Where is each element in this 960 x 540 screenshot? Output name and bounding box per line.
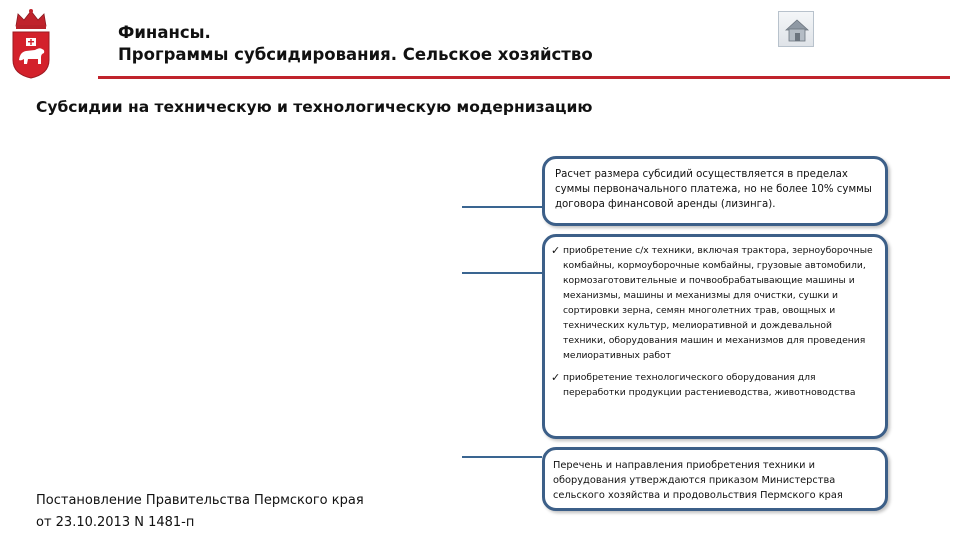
- ministry-list-text: Перечень и направления приобретения техники и оборудования утверждаются приказом Министерства сельского хозяйства и продовольствия Пермского края: [553, 460, 843, 501]
- list-item-text: приобретение технологического оборудования для переработки продукции растениеводства, животноводства: [563, 372, 856, 398]
- perm-krai-coat-of-arms-icon: [8, 8, 54, 80]
- page-title: [118, 22, 593, 66]
- check-icon: ✓: [551, 244, 561, 257]
- resolution-reference: [36, 490, 364, 534]
- list-item: [551, 370, 877, 400]
- ministry-list-box: [542, 447, 888, 511]
- header-divider: [98, 76, 950, 79]
- resolution-line2: от 23.10.2013 N 1481-п: [36, 515, 195, 530]
- list-item: [551, 243, 877, 363]
- resolution-line1: Постановление Правительства Пермского края: [36, 493, 364, 508]
- connector-line: [462, 272, 542, 274]
- page-title-line1: Финансы.: [118, 23, 211, 42]
- list-item-text: приобретение с/х техники, включая трактора, зерноуборочные комбайны, кормоуборочные комбайны, грузовые автомобили, кормозаготовительные и почвообрабатывающие машины и механизмы, машины и механизмы для очистки, сушки и сортировки зерна, семян многолетних трав, овощных и технических культур, мелиоративной и дождевальной техники, оборудования машин и механизмов для проведения мелиоративных работ: [563, 245, 873, 361]
- connector-line: [462, 206, 542, 208]
- calculation-info-box: [542, 156, 888, 226]
- check-icon: ✓: [551, 371, 561, 384]
- home-icon: [784, 18, 810, 42]
- eligible-purchases-box: [542, 234, 888, 439]
- page-title-line2: Программы субсидирования. Сельское хозяйство: [118, 45, 593, 64]
- calculation-text: Расчет размера субсидий осуществляется в пределах суммы первоначального платежа, но не более 10% суммы договора финансовой аренды (лизинга).: [555, 169, 872, 210]
- section-title: Субсидии на техническую и технологическую модернизацию: [36, 98, 593, 116]
- connector-line: [462, 456, 542, 458]
- home-button[interactable]: [778, 11, 814, 47]
